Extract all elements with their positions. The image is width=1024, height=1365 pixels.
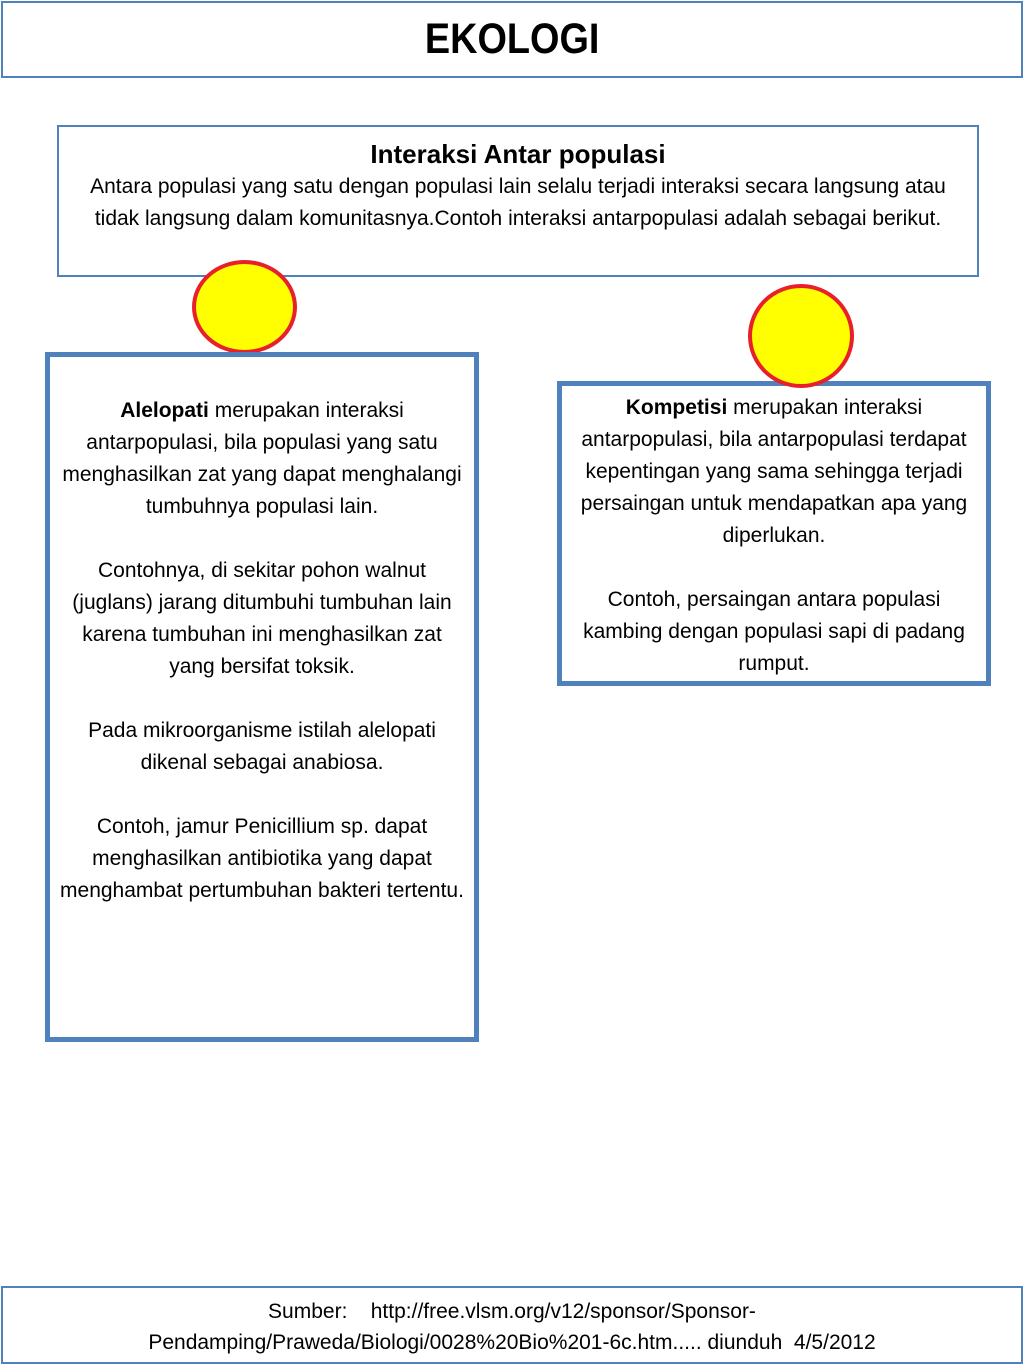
yellow-circle-left [192, 260, 297, 354]
alelopati-note: Pada mikroorganisme istilah alelopati dikenal sebagai anabiosa. [88, 719, 436, 774]
title-box [1, 1, 1023, 78]
kompetisi-term: Kompetisi [625, 396, 728, 419]
source-line-1: Sumber: http://free.vlsm.org/v12/sponsor/Sponsor- [268, 1300, 756, 1323]
intro-heading: Interaksi Antar populasi [370, 139, 666, 169]
alelopati-definition-text: merupakan interaksi antarpopulasi, bila populasi yang satu menghasilkan zat yang dapat menghalangi tumbuhnya populasi lain. [62, 399, 462, 518]
page-title: EKOLOGI [424, 15, 600, 63]
alelopati-box [45, 352, 479, 1042]
kompetisi-box [557, 381, 991, 686]
kompetisi-example: Contoh, persaingan antara populasi kambing dengan populasi sapi di padang rumput. [583, 588, 965, 675]
alelopati-example-penicillium: Contoh, jamur Penicillium sp. dapat menghasilkan antibiotika yang dapat menghambat pertumbuhan bakteri tertentu. [60, 815, 464, 902]
alelopati-definition [60, 395, 464, 523]
kompetisi-definition [574, 392, 974, 552]
intro-box [57, 125, 979, 277]
kompetisi-definition-text: merupakan interaksi antarpopulasi, bila antarpopulasi terdapat kepentingan yang sama sehingga terjadi persaingan untuk mendapatkan apa yang diperlukan. [580, 396, 968, 547]
intro-body: Antara populasi yang satu dengan populasi lain selalu terjadi interaksi secara langsung atau tidak langsung dalam komunitasnya.Contoh interaksi antarpopulasi adalah sebagai berikut. [90, 175, 946, 230]
alelopati-example-walnut: Contohnya, di sekitar pohon walnut (juglans) jarang ditumbuhi tumbuhan lain karena tumbuhan ini menghasilkan zat yang bersifat toksik. [72, 559, 452, 678]
yellow-circle-right [748, 284, 854, 388]
alelopati-term: Alelopati [120, 399, 209, 422]
source-line-2: Pendamping/Praweda/Biologi/0028%20Bio%201-6c.htm..... diunduh 4/5/2012 [148, 1331, 876, 1354]
source-box [1, 1286, 1023, 1364]
